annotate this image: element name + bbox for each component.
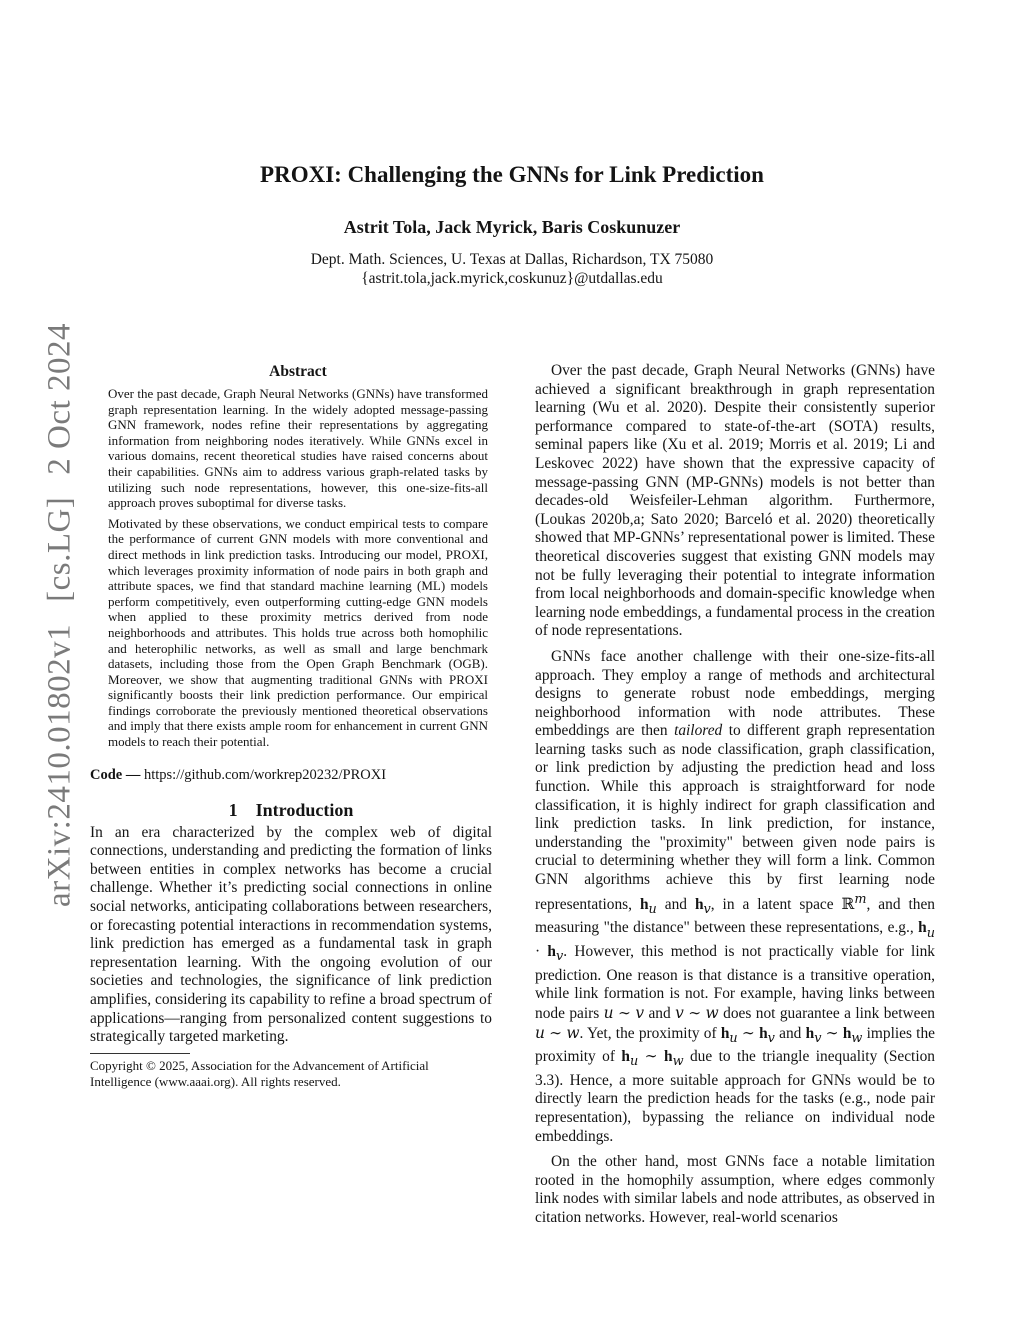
abstract-heading: Abstract [269,363,327,380]
copyright-footnote: Copyright © 2025, Association for the Advancement of Artificial Intelligence (www.aaai.org). All rights reserved. [90,1057,429,1089]
emphasis-tailored: tailored [674,722,723,740]
code-label: Code — [90,766,141,783]
code-url-link[interactable]: https://github.com/workrep20232/PROXI [143,766,387,783]
abstract-section [108,362,488,750]
footnote-divider [90,1053,190,1054]
paper-title: PROXI: Challenging the GNNs for Link Prediction [260,162,764,187]
arxiv-category: [cs.LG] [41,496,78,602]
arxiv-id: arXiv:2410.01802v1 [41,623,78,907]
arxiv-date: 2 Oct 2024 [41,323,78,475]
intro-paragraph-1: In an era characterized by the complex web of digital connections, understanding and predicting the formation of links between entities in complex networks has become a crucial challenge. Whether it’s predicting social connections in online social networks, anticipating collaborations between researchers, or forecasting potential interactions in recommendation systems, link prediction has emerged as a fundamental task in graph representation learning. With the ongoing evolution of our societies and technologies, the significance of link prediction amplifies, considering its capability to refine a broad spectrum of applications—ranging from personalized content suggestions to strategically targeted marketing. [90,823,492,1046]
right-column [535,362,935,1235]
section-title: Introduction [255,799,354,820]
section-heading-introduction [90,798,492,822]
left-column [90,362,492,1090]
abstract-paragraph-1: Over the past decade, Graph Neural Networks (GNNs) have transformed graph representation learning. In the widely adopted message-passing GNN framework, nodes refine their representations by aggregating information from neighboring nodes iteratively. While GNNs excel in various domains, recent theoretical studies have raised concerns about their capabilities. GNNs aim to address various graph-related tasks by utilizing such node representations, however, this one-size-fits-all approach proves suboptimal for diverse tasks. [108,386,488,511]
author-list: Astrit Tola, Jack Myrick, Baris Coskunuzer [343,217,681,237]
body-paragraph-3: On the other hand, most GNNs face a notable limitation rooted in the homophily assumption, where edges commonly link nodes with similar labels and node attributes, as observed in citation networks. However, real-world scenarios [535,1153,935,1227]
author-emails: {astrit.tola,jack.myrick,coskunuz}@utdallas.edu [361,270,663,287]
arxiv-identifier-stamp [42,323,79,907]
abstract-paragraph-2: Motivated by these observations, we conduct empirical tests to compare the performance of current GNN models with more conventional and direct methods in link prediction tasks. Introducing our model, PROXI, which leverages proximity information of node pairs in both graph and attribute spaces, we find that standard machine learning (ML) models perform competitively, even outperforming cutting-edge GNN models when applied to these proximity metrics derived from node neighborhoods and attributes. This holds true across both homophilic and heterophilic networks, as well as small and large benchmark datasets, including those from the Open Graph Benchmark (OGB). Moreover, we show that augmenting traditional GNNs with PROXI significantly boosts their link prediction performance. Our empirical findings corroborate the previously mentioned theoretical observations and imply that there exists ample room for enhancement in current GNN models to reach their potential. [108,515,488,750]
section-number: 1 [228,799,238,820]
body-paragraph-2: GNNs face another challenge with their one-size-fits-all approach. They employ a range of methods and architectural designs to generate robust node embeddings, merging neighborhood information with node attributes. These embeddings are then tailored to different graph representation learning tasks such as node classification, graph classification, or link prediction by adjusting the prediction head and loss function. While this approach is straightforward for node classification, it is highly indirect for graph classification and link prediction tasks. In link prediction, for instance, understanding the "proximity" between given node pairs is crucial to determining whether they will form a link. Common GNN algorithms achieve this by first learning node representations, $h_u$ and $h_v$, in a latent space ℝ$^m$, and then measuring "the distance" between these representations, e.g., $h_u \cdot h_v$. However, this method is not practically viable for link prediction. One reason is that distance is a transitive operation, while link formation is not. For example, having links between node pairs u ∼ v and v ∼ w does not guarantee a link between u ∼ w. Yet, the proximity of $h_u$ ∼ $h_v$ and $h_v$ ∼ $h_w$ implies the proximity of $h_u$ ∼ $h_w$ due to the triangle inequality (Section 3.3). Hence, a more suitable approach for GNNs would be to directly learn the prediction heads for the tasks (e.g., node pair representation), bypassing the reliance on individual node embeddings. [535,647,935,1145]
body-paragraph-1: Over the past decade, Graph Neural Networks (GNNs) have achieved a significant breakthrough in graph representation learning (Wu et al. 2020). Despite their consistently superior performance compared to state-of-the-art (SOTA) results, seminal papers like (Xu et al. 2019; Morris et al. 2019; Li and Leskovec 2022) have shown that the expressive capacity of message-passing GNN (MP-GNNs) models is not better than decades-old Weisfeiler-Lehman algorithm. Furthermore, (Loukas 2020b,a; Sato 2020; Barceló et al. 2020) theoretically showed that MP-GNNs’ representational power is limited. These theoretical discoveries suggest that existing GNN models may not be fully leveraging their potential to integrate information from local neighborhoods and domain-specific knowledge when learning node embeddings, a fundamental process in the creation of node representations. [535,362,935,640]
affiliation: Dept. Math. Sciences, U. Texas at Dallas, Richardson, TX 75080 [310,251,714,268]
code-link-line [90,766,492,785]
